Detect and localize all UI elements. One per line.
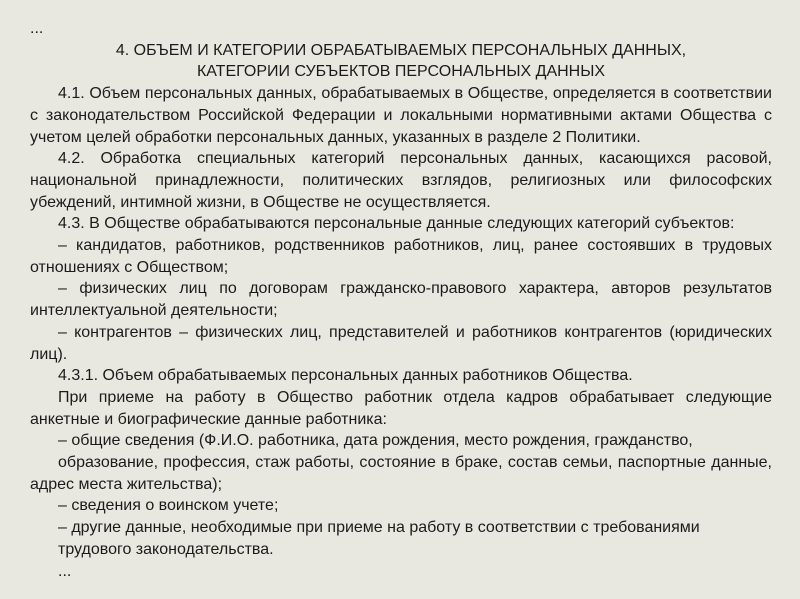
list-item-military: – сведения о воинском учете; [58, 497, 279, 515]
list-item-general-info: – общие сведения (Ф.И.О. работника, дата рождения, место рождения, гражданство, [58, 432, 693, 450]
list-item-counterparties: – контрагентов – физических лиц, представителей и работников контрагентов (юридических лиц). [30, 323, 772, 363]
paragraph-hiring: При приеме на работу в Общество работник отдела кадров обрабатывает следующие анкетные и биографические данные работника: [30, 388, 772, 428]
list-item-general-info-continued: образование, профессия, стаж работы, состояние в браке, состав семьи, паспортные данные, адрес места жительства); [30, 454, 772, 493]
paragraph-4-3-1: 4.3.1. Объем обрабатываемых персональных данных работников Общества. [58, 367, 633, 385]
paragraph-4-1: 4.1. Объем персональных данных, обрабатываемых в Обществе, определяется в соответствии с законодательством Российской Федерации и локальными нормативными актами Общества с учетом целей обработки персональных данных, указанных в разделе 2 Политики. [30, 85, 772, 146]
section-heading [30, 40, 772, 83]
document-page [30, 18, 772, 582]
paragraph-4-2: 4.2. Обработка специальных категорий персональных данных, касающихся расовой, национальной принадлежности, политических взглядов, религиозных или философских убеждений, интимной жизни, в Обществе не осуществляется. [30, 150, 772, 211]
section-heading-line-1: 4. ОБЪЕМ И КАТЕГОРИИ ОБРАБАТЫВАЕМЫХ ПЕРСОНАЛЬНЫХ ДАННЫХ, [115, 41, 687, 59]
bottom-ellipsis: ... [58, 562, 72, 580]
list-item-other-data-continued: трудового законодательства. [58, 540, 274, 558]
list-item-other-data: – другие данные, необходимые при приеме на работу в соответствии с требованиями [58, 519, 700, 537]
paragraph-4-3: 4.3. В Обществе обрабатываются персональные данные следующих категорий субъектов: [58, 215, 735, 233]
list-item-candidates: – кандидатов, работников, родственников работников, лиц, ранее состоявших в трудовых отношениях с Обществом; [30, 237, 772, 276]
section-heading-line-2: КАТЕГОРИИ СУБЪЕКТОВ ПЕРСОНАЛЬНЫХ ДАННЫХ [196, 63, 606, 81]
top-ellipsis: ... [30, 20, 44, 37]
list-item-individuals: – физических лиц по договорам гражданско-правового характера, авторов результатов интеллектуальной деятельности; [30, 280, 772, 320]
